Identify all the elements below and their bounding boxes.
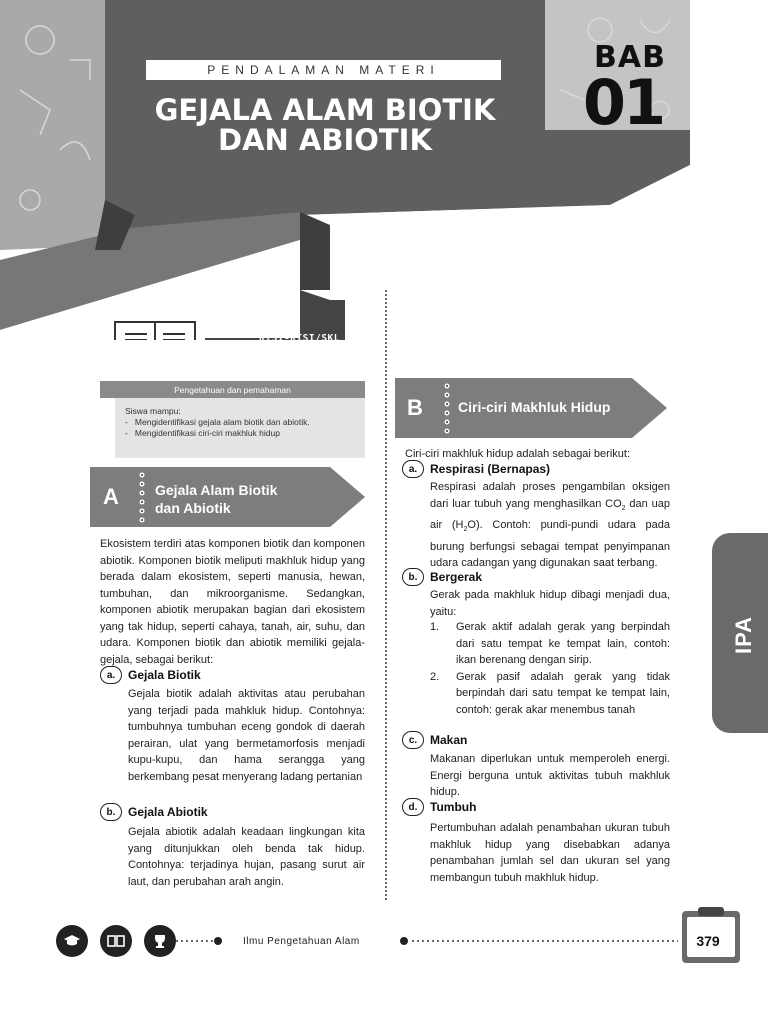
- bergerak-list: [430, 619, 670, 718]
- gejala-biotik-heading: a. Gejala Biotik: [100, 666, 201, 684]
- section-b-intro: Ciri-ciri makhluk hidup adalah sebagai berikut:: [405, 448, 631, 460]
- list-item: 2. Gerak pasif adalah gerak yang tidak berpindah dari satu tempat ke tempat lain, contoh: gerak akar menembus tanah: [430, 670, 670, 716]
- chapter-label: BAB: [594, 40, 666, 75]
- section-b-title: Ciri-ciri Makhluk Hidup: [458, 399, 611, 415]
- gejala-abiotik-text: Gejala abiotik adalah keadaan lingkungan kita yang ditunjukkan oleh benda tak hidup. Contohnya: terjadinya hujan, pasang surut air laut, dan perubahan arah angin.: [128, 826, 365, 888]
- chapter-number: 01: [582, 66, 664, 139]
- badge-bb: b.: [402, 568, 424, 586]
- makan-text: Makanan diperlukan untuk memperoleh energi. Energi berguna untuk aktivitas tubuh makhluk hidup.: [430, 753, 670, 798]
- respirasi-text: Respirasi adalah proses pengambilan oksigen dari luar tubuh yang menghasilkan $CO_2$ dan uap air $(H_2O)$. Contoh: pundi-pundi udara pada burung berfungsi sebagai tempat penyimpanan udara cadangan yang digunakan saat terbang.: [430, 481, 671, 570]
- trophy-icon: [144, 925, 176, 957]
- badge-bd: d.: [402, 798, 424, 816]
- badge-bc: c.: [402, 731, 424, 749]
- badge-a: a.: [100, 666, 122, 684]
- page-number: 379: [696, 933, 720, 949]
- graduation-cap-icon: [56, 925, 88, 957]
- badge-ba: a.: [402, 460, 424, 478]
- footer-title: Ilmu Pengetahuan Alam: [243, 936, 360, 947]
- list-item: 1. Gerak aktif adalah gerak yang berpindah dari satu tempat ke tempat lain, contoh: ikan berenang dengan sirip.: [430, 621, 670, 666]
- kisi-body: Siswa mampu: - Mengidentifikasi gejala alam biotik dan abiotik. - Mengidentifikasi ciri-ciri makhluk hidup: [115, 398, 365, 458]
- subject-tab-label: IPA: [730, 615, 756, 655]
- book-illustration: [108, 322, 203, 340]
- tumbuh-text: Pertumbuhan adalah penambahan ukuran tubuh makhluk hidup yang disebabkan adanya penambahan jumlah sel dan ukuran sel yang membangun tubuh makhluk hidup.: [430, 822, 670, 884]
- gejala-biotik-text: Gejala biotik adalah aktivitas atau perubahan yang terjadi pada mahkluk hidup. Contohnya: tumbuhnya tumbuhan eceng gondok di daerah perairan, ulat yang bermetamorfosis menjadi kupu-kupu, dan hama serangga yang berkembang pesat menyerang ladang pertanian: [128, 688, 365, 783]
- gejala-abiotik-heading: b. Gejala Abiotik: [100, 803, 208, 821]
- respirasi-heading: a. Respirasi (Bernapas): [402, 460, 550, 478]
- section-b-letter: B: [407, 395, 423, 420]
- footer-dots-right: [398, 935, 683, 947]
- book-icon: [100, 925, 132, 957]
- kisi-bar: Pengetahuan dan pemahaman: [100, 381, 365, 398]
- section-a-title: Gejala Alam Biotik dan Abiotik: [155, 482, 278, 516]
- bergerak-text: Gerak pada makhluk hidup dibagi menjadi dua, yaitu:: [430, 589, 670, 618]
- column-divider: [385, 290, 387, 900]
- footer-dots-left: [176, 935, 226, 947]
- bergerak-heading: b. Bergerak: [402, 568, 482, 586]
- badge-b: b.: [100, 803, 122, 821]
- chapter-title: GEJALA ALAM BIOTIK DAN ABIOTIK: [154, 93, 496, 157]
- makan-heading: c. Makan: [402, 731, 467, 749]
- section-a-intro: Ekosistem terdiri atas komponen biotik dan komponen abiotik. Komponen biotik meliputi makhluk hidup yang berada dalam ekosistem, seperti manusia, hewan, tumbuhan, dan mikroorganisme. Sedangkan, komponen abiotik merupakan bagian dari ekosistem yang tak hidup, seperti cahaya, tanah, air, suhu, dan udara. Komponen biotik dan abiotik memiliki gejala-gejala, sebagai berikut:: [100, 538, 365, 666]
- kisi-tag: KISI-KISI/SKL GEJALA ALAM BIOTIK DAN ABIOTIK: [228, 333, 340, 366]
- section-a-letter: A: [103, 484, 119, 509]
- tumbuh-heading: d. Tumbuh: [402, 798, 476, 816]
- chapter-subtitle: PENDALAMAN MATERI: [146, 60, 501, 80]
